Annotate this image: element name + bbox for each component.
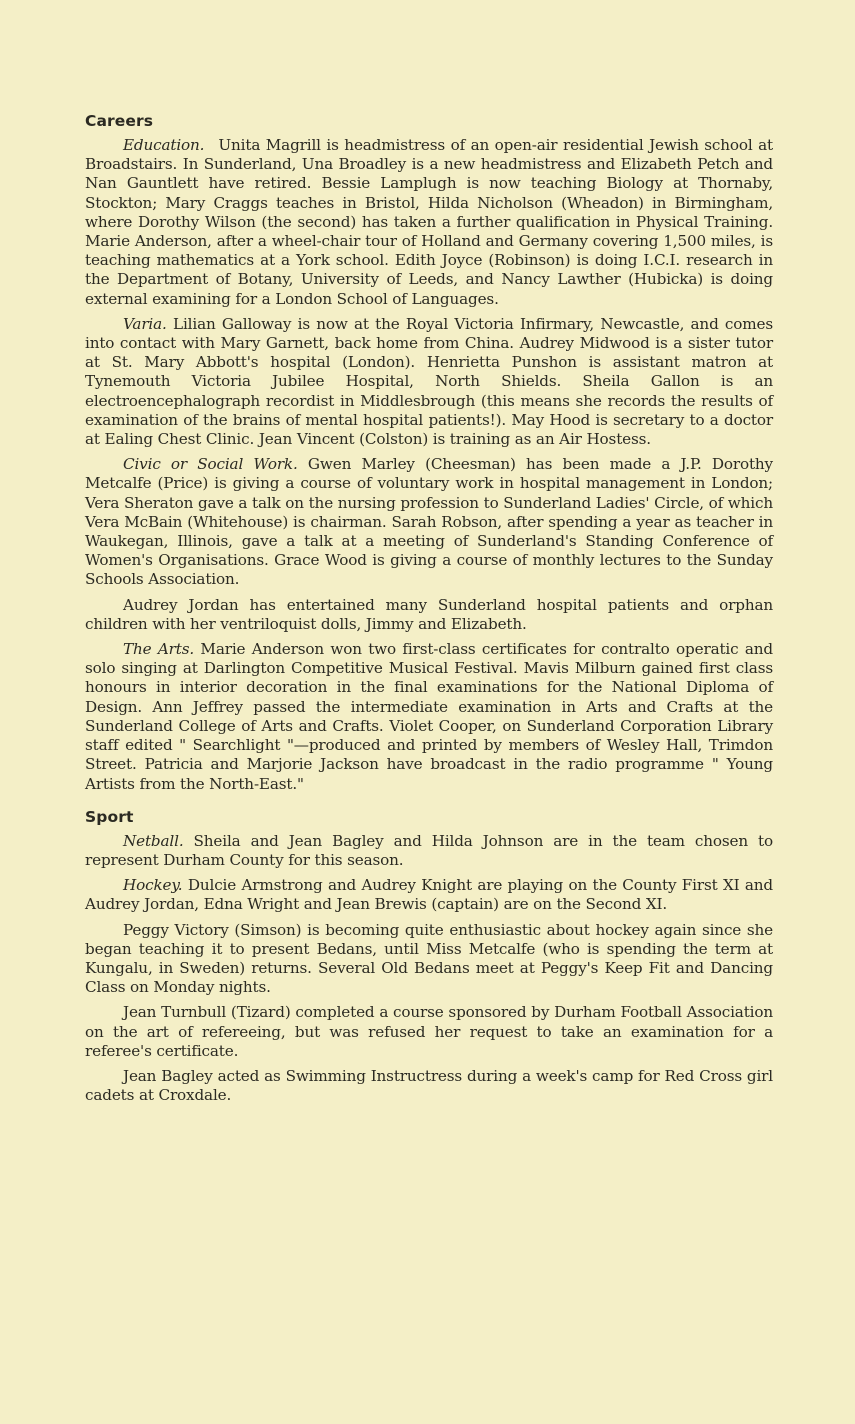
bagley-text: Jean Bagley acted as Swimming Instructress during a week's camp for Red Cross girl cadets at Croxdale. bbox=[85, 1066, 773, 1105]
netball-lead: Netball. bbox=[123, 831, 184, 850]
civic-paragraph bbox=[85, 455, 773, 589]
varia-lead: Varia. bbox=[123, 314, 167, 333]
hockey-lead: Hockey. bbox=[123, 876, 183, 895]
civic-lead: Civic or Social Work. bbox=[123, 455, 298, 474]
victory-paragraph bbox=[85, 921, 773, 998]
arts-paragraph bbox=[85, 640, 773, 794]
varia-text: Lilian Galloway is now at the Royal Victoria Infirmary, Newcastle, and comes into contact with Mary Garnett, back home from China. Audrey Midwood is a sister tutor at St. Mary Abbott's hospital (London). Henrietta Punshon is assistant matron at Tynemouth Victoria Jubilee Hospital, North Shields. Sheila Gallon is an electroencephalograph recordist in Middlesbrough (this means she records the results of examination of the brains of mental hospital patients!). May Hood is secretary to a doctor at Ealing Chest Clinic. Jean Vincent (Colston) is training as an Air Hostess. bbox=[85, 314, 773, 449]
document-page bbox=[85, 112, 773, 1111]
education-paragraph bbox=[85, 136, 773, 309]
bagley-paragraph bbox=[85, 1067, 773, 1105]
varia-paragraph bbox=[85, 315, 773, 449]
education-text: Unita Magrill is headmistress of an open-air residential Jewish school at Broadstairs. In Sunderland, Una Broadley is a new headmistress and Elizabeth Petch and Nan Gauntlett have retired. Bessie Lamplugh is now teaching Biology at Thornaby, Stockton; Mary Craggs teaches in Bristol, Hilda Nicholson (Wheadon) in Birmingham, where Dorothy Wilson (the second) has taken a further qualification in Physical Training. Marie Anderson, after a wheel-chair tour of Holland and Germany covering 1,500 miles, is teaching mathematics at a York school. Edith Joyce (Robinson) is doing I.C.I. research in the Department of Botany, University of Leeds, and Nancy Lawther (Hubicka) is doing external examining for a London School of Languages. bbox=[85, 136, 773, 308]
sport-heading: Sport bbox=[85, 807, 134, 826]
education-lead: Education. bbox=[123, 136, 205, 154]
victory-text: Peggy Victory (Simson) is becoming quite enthusiastic about hockey again since she began teaching it to present Bedans, until Miss Metcalfe (who is spending the term at Kungalu, in Sweden) returns. Several Old Bedans meet at Peggy's Keep Fit and Dancing Class on Monday nights. bbox=[85, 920, 773, 997]
hockey-paragraph bbox=[85, 876, 773, 914]
hockey-text: Dulcie Armstrong and Audrey Knight are playing on the County First XI and Audrey Jordan, Edna Wright and Jean Brewis (captain) are on the Second XI. bbox=[85, 876, 773, 914]
jordan-paragraph bbox=[85, 596, 773, 634]
arts-text: Marie Anderson won two first-class certificates for contralto operatic and solo singing at Darlington Competitive Musical Festival. Mavis Milburn gained first class honours in interior decoration in the final examinations for the National Diploma of Design. Ann Jeffrey passed the intermediate examination in Arts and Crafts at the Sunderland College of Arts and Crafts. Violet Cooper, on Sunderland Corporation Library staff edited " Searchlight "—produced and printed by members of Wesley Hall, Trimdon Street. Patricia and Marjorie Jackson have broadcast in the radio programme " Young Artists from the North-East." bbox=[85, 640, 773, 793]
arts-lead: The Arts. bbox=[123, 640, 195, 659]
netball-paragraph bbox=[85, 832, 773, 870]
turnbull-paragraph bbox=[85, 1003, 773, 1061]
jordan-text: Audrey Jordan has entertained many Sunderland hospital patients and orphan children with her ventriloquist dolls, Jimmy and Elizabeth. bbox=[85, 595, 773, 633]
civic-text: Gwen Marley (Cheesman) has been made a J.P. Dorothy Metcalfe (Price) is giving a course of voluntary work in hospital management in London; Vera Sheraton gave a talk on the nursing profession to Sunderland Ladies' Circle, of which Vera McBain (Whitehouse) is chairman. Sarah Robson, after spending a year as teacher in Waukegan, Illinois, gave a talk at a meeting of Sunderland's Standing Conference of Women's Organisations. Grace Wood is giving a course of monthly lectures to the Sunday Schools Association. bbox=[85, 455, 773, 589]
turnbull-text: Jean Turnbull (Tizard) completed a course sponsored by Durham Football Association on the art of refereeing, but was refused her request to take an examination for a referee's certificate. bbox=[85, 1003, 773, 1060]
careers-heading: Careers bbox=[85, 112, 154, 130]
netball-text: Sheila and Jean Bagley and Hilda Johnson are in the team chosen to represent Durham County for this season. bbox=[85, 831, 773, 869]
